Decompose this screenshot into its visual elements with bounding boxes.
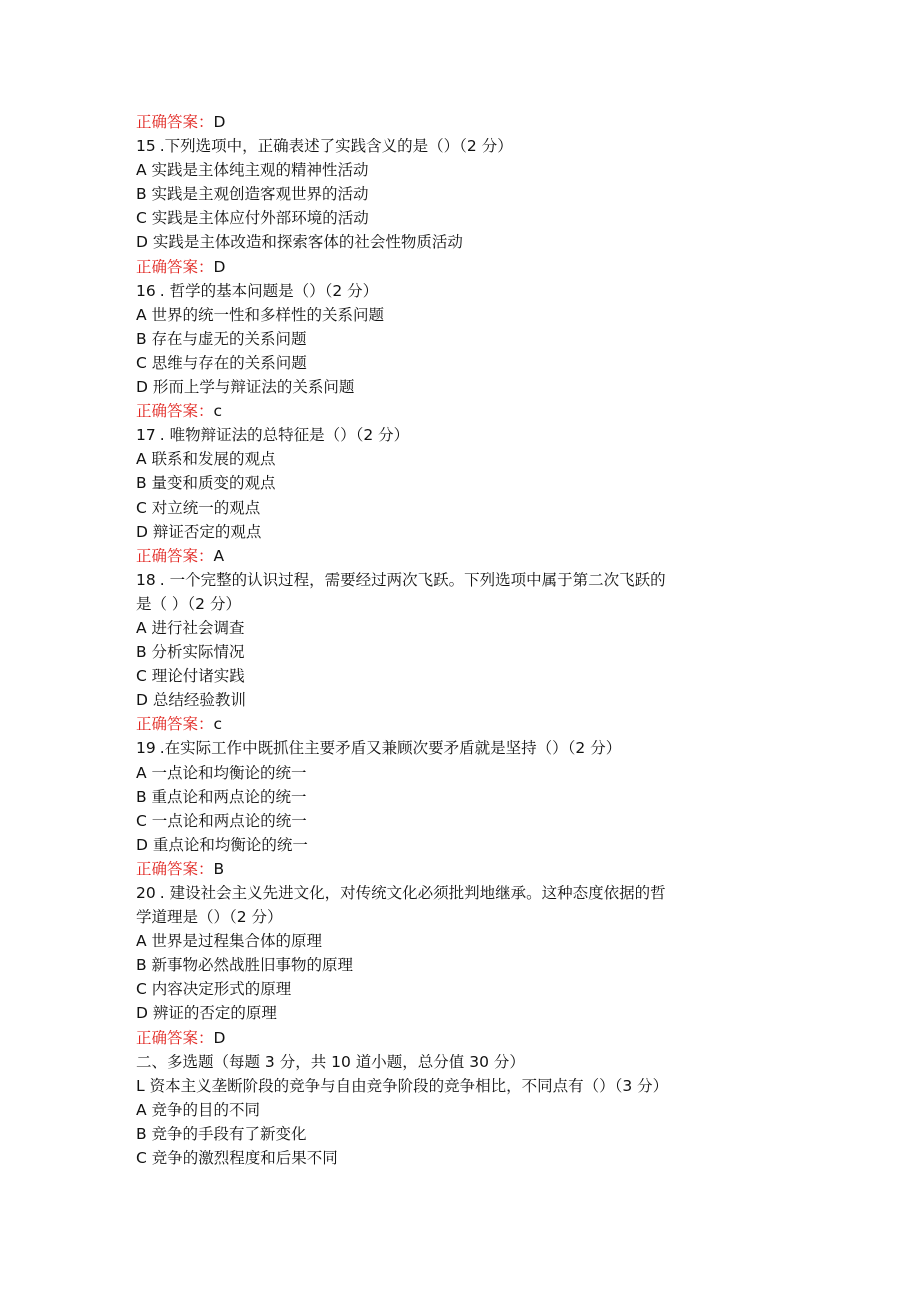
answer-value: c (213, 402, 223, 421)
section-heading: 二、多选题（每题 3 分，共 10 道小题，总分值 30 分） (136, 1052, 525, 1071)
question-18 (136, 568, 816, 592)
answer-line (136, 857, 816, 881)
answer-label: 正确答案： (136, 546, 214, 565)
option-a: A 一点论和均衡论的统一 (136, 763, 307, 782)
answer-line (136, 1026, 816, 1050)
option-b: B 重点论和两点论的统一 (136, 787, 307, 806)
exam-document (136, 110, 816, 1170)
question-text: . 哲学的基本问题是（）（2 分） (159, 281, 379, 300)
option-b: B 实践是主观创造客观世界的活动 (136, 185, 369, 204)
option-a: A 竞争的目的不同 (136, 1100, 261, 1119)
answer-label: 正确答案： (136, 1028, 214, 1047)
question-text: . 建设社会主义先进文化，对传统文化必须批判地继承。这种态度依据的哲 (159, 884, 666, 902)
option-c: C 实践是主体应付外部环境的活动 (136, 209, 369, 228)
question-number: 17 (136, 426, 156, 445)
question-text: .在实际工作中既抓住主要矛盾又兼顾次要矛盾就是坚持（）（2 分） (159, 739, 622, 758)
question-19 (136, 736, 816, 760)
multi-question-1: L 资本主义垄断阶段的竞争与自由竞争阶段的竞争相比，不同点有（）（3 分） (136, 1076, 669, 1095)
option-a: A 实践是主体纯主观的精神性活动 (136, 161, 369, 180)
option-c: C 一点论和两点论的统一 (136, 811, 307, 830)
answer-label: 正确答案： (136, 859, 214, 878)
option-b: B 分析实际情况 (136, 643, 245, 662)
option-b: B 竞争的手段有了新变化 (136, 1124, 307, 1143)
option-d: D 辨证的否定的原理 (136, 1004, 277, 1023)
answer-value: c (213, 715, 223, 734)
answer-label: 正确答案： (136, 715, 214, 734)
answer-label: 正确答案： (136, 257, 214, 276)
answer-value: B (213, 859, 225, 878)
answer-label: 正确答案： (136, 402, 214, 421)
question-16 (136, 279, 816, 303)
question-text: .下列选项中，正确表述了实践含义的是（）（2 分） (159, 137, 513, 156)
option-d: D 重点论和均衡论的统一 (136, 835, 308, 854)
question-number: 20 (136, 884, 156, 902)
question-number: 15 (136, 137, 156, 156)
option-b: B 新事物必然战胜旧事物的原理 (136, 956, 354, 975)
answer-line (136, 255, 816, 279)
answer-line (136, 712, 816, 736)
option-a: A 世界是过程集合体的原理 (136, 932, 323, 951)
question-number: 16 (136, 281, 156, 300)
option-d: D 辩证否定的观点 (136, 522, 262, 541)
option-c: C 理论付诸实践 (136, 667, 245, 686)
answer-value: A (213, 546, 225, 565)
answer-line (136, 544, 816, 568)
option-a: A 联系和发展的观点 (136, 450, 276, 469)
option-d: D 总结经验教训 (136, 691, 246, 710)
answer-label: 正确答案： (136, 113, 214, 131)
option-c: C 内容决定形式的原理 (136, 980, 292, 999)
question-text-continued: 学道理是（）（2 分） (136, 908, 283, 927)
question-text: . 唯物辩证法的总特征是（）（2 分） (159, 426, 410, 445)
answer-value: D (213, 1028, 226, 1047)
question-15 (136, 134, 816, 158)
question-number: 19 (136, 739, 156, 758)
question-20 (136, 881, 816, 905)
question-text-continued: 是（ ）（2 分） (136, 594, 241, 613)
option-c: C 对立统一的观点 (136, 498, 261, 517)
answer-value: D (213, 257, 226, 276)
answer-value: D (213, 113, 226, 131)
option-a: A 世界的统一性和多样性的关系问题 (136, 305, 385, 324)
question-17 (136, 423, 816, 447)
question-text: . 一个完整的认识过程，需要经过两次飞跃。下列选项中属于第二次飞跃的 (159, 570, 666, 589)
option-b: B 量变和质变的观点 (136, 474, 276, 493)
option-d: D 形而上学与辩证法的关系问题 (136, 378, 355, 397)
answer-line (136, 399, 816, 423)
option-c: C 思维与存在的关系问题 (136, 353, 307, 372)
option-d: D 实践是主体改造和探索客体的社会性物质活动 (136, 233, 463, 252)
answer-line (136, 110, 816, 134)
option-a: A 进行社会调查 (136, 618, 245, 637)
option-c: C 竞争的激烈程度和后果不同 (136, 1149, 338, 1168)
question-number: 18 (136, 570, 156, 589)
option-b: B 存在与虚无的关系问题 (136, 329, 307, 348)
